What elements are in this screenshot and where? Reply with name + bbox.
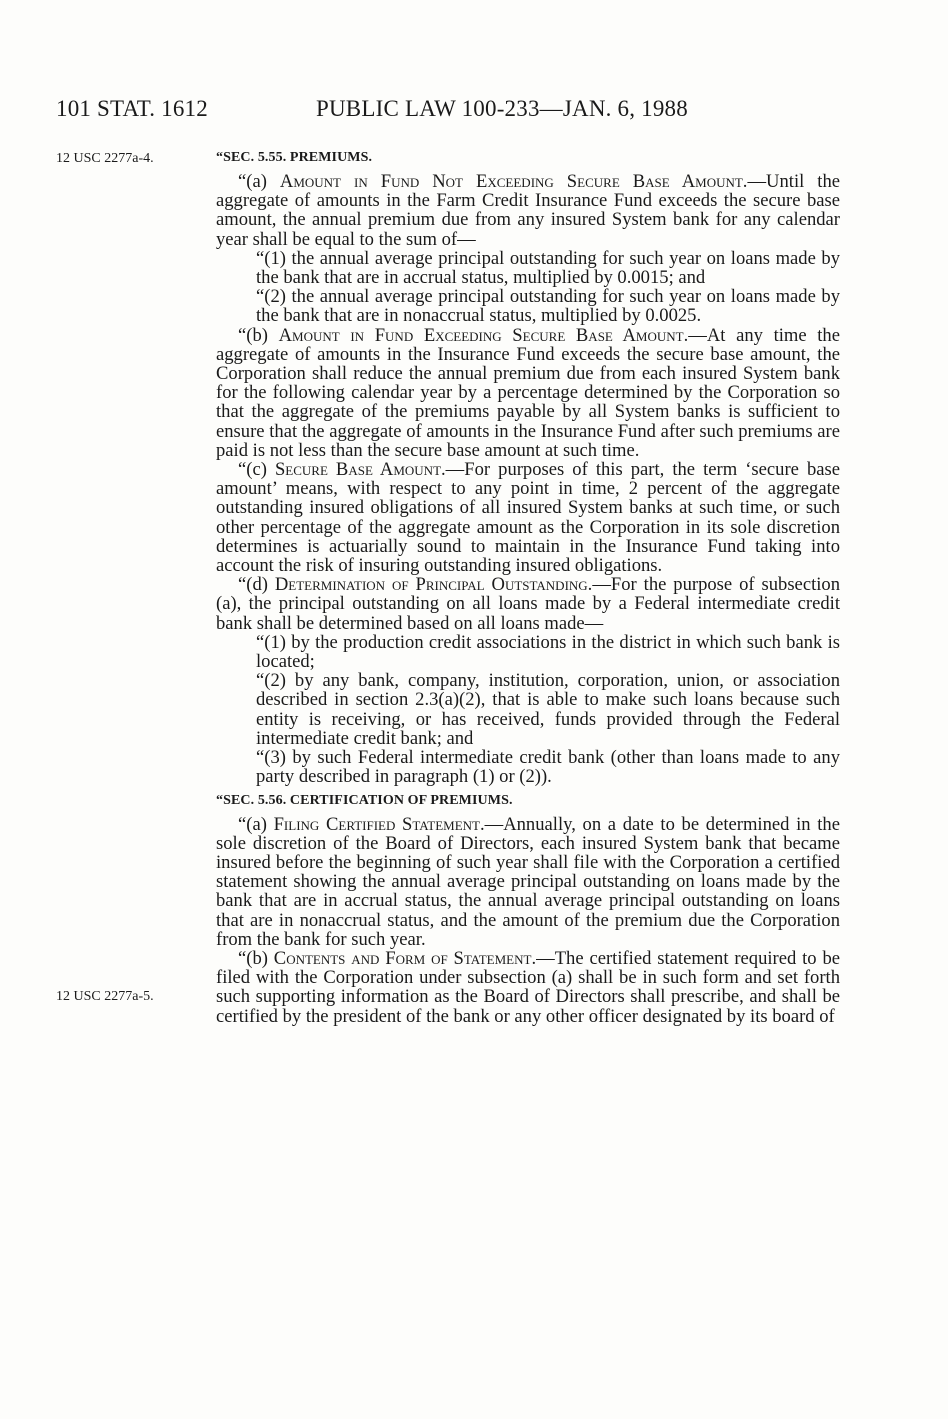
subsection-text: —For purposes of this part, the term ‘secure base amount’ means, with respect to any point in time, 2 percent of the aggregate outstanding insured obligations of all insured System banks at such time, or such other percentage of the aggregate amount as the Corporation in its sole discretion determines is actuarially sound to maintain in the Insurance Fund taking into account the risk of insuring outstanding insured obligations. bbox=[216, 459, 840, 577]
statute-page-number: 101 STAT. 1612 bbox=[56, 96, 208, 121]
document-body bbox=[216, 148, 840, 1026]
subsection-open: “(d) bbox=[238, 574, 275, 596]
subsection-heading: Determination of Principal Outstanding. bbox=[274, 574, 593, 596]
subsection-text: —For the purpose of subsection (a), the principal outstanding on all loans made by a Federal intermediate credit bank shall be determined based on all loans made— bbox=[216, 574, 840, 634]
public-law-title: PUBLIC LAW 100-233—JAN. 6, 1988 bbox=[316, 96, 688, 121]
subsection-555-b bbox=[216, 326, 840, 460]
subsection-open: “(a) bbox=[238, 813, 274, 835]
subsection-text: —Until the aggregate of amounts in the Farm Credit Insurance Fund exceeds the secure base amount, the annual premium due from any insured System bank for any calendar year shall be equal to the sum of— bbox=[216, 171, 840, 250]
subsection-555-c bbox=[216, 460, 840, 575]
subsection-heading: Amount in Fund Exceeding Secure Base Amount. bbox=[278, 324, 689, 346]
page-header bbox=[0, 96, 948, 126]
subsection-heading: Amount in Fund Not Exceeding Secure Base Amount. bbox=[279, 171, 748, 192]
subsection-556-b bbox=[216, 949, 840, 1026]
margin-citation-2277a-5: 12 USC 2277a-5. bbox=[56, 989, 154, 1004]
subsection-open: “(a) bbox=[238, 171, 280, 192]
subsection-heading: Secure Base Amount. bbox=[274, 459, 446, 481]
paragraph-555-a-1: “(1) the annual average principal outstanding for such year on loans made by the bank that are in accrual status, multiplied by 0.0015; and bbox=[256, 247, 840, 289]
subsection-555-a bbox=[216, 172, 840, 249]
subsection-text: —At any time the aggregate of amounts in the Insurance Fund exceeds the secure base amount, the Corporation shall reduce the annual premium due from each insured System bank for the following calendar year by a percentage determined by the Corporation so that the aggregate of the premiums payable by all System banks is sufficient to ensure that the aggregate of amounts in the Insurance Fund after such premiums are paid is not less than the secure base amount at such time. bbox=[216, 324, 840, 461]
subsection-open: “(b) bbox=[238, 947, 274, 969]
subsection-text: —The certified statement required to be filed with the Corporation under subsection (a) shall be in such form and set forth such supporting information as the Board of Directors shall prescribe, and shall be certified by the president of the bank or any other officer designated by its board of bbox=[216, 947, 840, 1027]
subsection-heading: Contents and Form of Statement. bbox=[273, 947, 537, 969]
paragraph-555-d-3: “(3) by such Federal intermediate credit bank (other than loans made to any party described in paragraph (1) or (2)). bbox=[256, 747, 840, 788]
subsection-open: “(c) bbox=[238, 459, 275, 481]
subsection-555-d bbox=[216, 575, 840, 633]
section-556-heading: “SEC. 5.56. CERTIFICATION OF PREMIUMS. bbox=[216, 792, 513, 808]
subsection-open: “(b) bbox=[238, 324, 279, 346]
paragraph-555-d-1: “(1) by the production credit associations in the district in which such bank is located; bbox=[256, 631, 840, 673]
subsection-text: —Annually, on a date to be determined in the sole discretion of the Board of Directors, each insured System bank that became insured before the beginning of such year shall file with the Corporation a certified statement showing the annual average principal outstanding on loans made by the bank that are in accrual status, the annual average principal outstanding on loans that are in nonaccrual status, and the amount of the premium due the Corporation from the bank for such year. bbox=[216, 813, 840, 950]
subsection-heading: Filing Certified Statement. bbox=[273, 813, 485, 835]
paragraph-555-a-2: “(2) the annual average principal outstanding for such year on loans made by the bank that are in nonaccrual status, multiplied by 0.0025. bbox=[256, 286, 840, 327]
section-555-heading: “SEC. 5.55. PREMIUMS. bbox=[216, 150, 373, 165]
subsection-556-a bbox=[216, 815, 840, 949]
paragraph-555-d-2: “(2) by any bank, company, institution, corporation, union, or association described in section 2.3(a)(2), that is able to make such loans because such entity is receiving, or has received, funds provided through the Federal intermediate credit bank; and bbox=[256, 670, 840, 749]
margin-citation-2277a-4: 12 USC 2277a-4. bbox=[56, 151, 154, 166]
